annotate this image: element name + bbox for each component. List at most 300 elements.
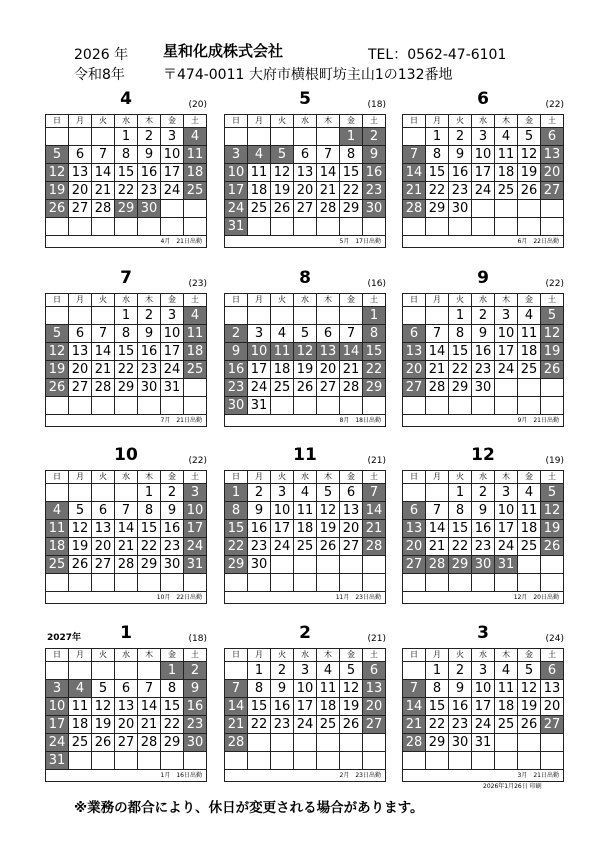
week-row [46,146,207,164]
day-cell [225,128,248,146]
day-cell [294,218,317,236]
holiday-cell: 17 [46,716,69,734]
day-cell [495,218,518,236]
day-cell [340,397,363,415]
day-cell: 4 [271,325,294,343]
day-cell: 11 [495,680,518,698]
month-footer: 5月 17日出勤 [225,236,386,248]
day-cell [403,574,426,592]
day-cell [541,397,564,415]
week-row [403,200,564,218]
day-cell [472,752,495,770]
month-number: 2 [299,623,311,643]
weekday-row [225,115,386,128]
day-cell [69,307,92,325]
day-cell: 2 [138,307,161,325]
day-cell: 13 [69,164,92,182]
weekday-label: 木 [495,115,518,128]
weekday-row [403,471,564,484]
week-row [225,734,386,752]
day-cell: 24 [495,361,518,379]
weekday-label: 月 [248,471,271,484]
holiday-cell: 28 [426,556,449,574]
day-cell: 17 [495,520,518,538]
day-cell: 10 [472,146,495,164]
day-cell: 27 [317,379,340,397]
day-cell: 16 [449,164,472,182]
week-row [46,218,207,236]
holiday-cell: 4 [184,307,207,325]
day-cell: 11 [518,325,541,343]
holiday-cell: 27 [541,182,564,200]
holiday-cell: 14 [340,343,363,361]
holiday-cell: 30 [472,556,495,574]
holiday-cell: 12 [294,343,317,361]
day-cell [317,556,340,574]
month-footer: 4月 21日出勤 [46,236,207,248]
weekday-row [403,649,564,662]
day-cell [403,397,426,415]
day-cell [403,128,426,146]
month-table [45,293,207,427]
weekday-label: 水 [472,649,495,662]
week-row [225,680,386,698]
day-cell [92,128,115,146]
weekday-label: 水 [294,471,317,484]
week-row [46,752,207,770]
holiday-cell: 11 [271,343,294,361]
day-cell: 7 [92,325,115,343]
day-cell [518,379,541,397]
week-row [46,502,207,520]
weekday-label: 日 [225,294,248,307]
day-cell [340,556,363,574]
day-cell: 21 [426,538,449,556]
weekday-label: 火 [271,294,294,307]
holiday-cell: 25 [184,182,207,200]
month-calendar [224,444,386,604]
day-cell: 25 [495,716,518,734]
day-cell [340,734,363,752]
holiday-cell: 24 [46,734,69,752]
footnote: ※業務の都合により、休日が変更される場合があります。 [74,800,424,816]
day-cell: 18 [495,164,518,182]
day-cell: 30 [472,379,495,397]
footer-row [225,770,386,782]
day-cell: 27 [69,200,92,218]
week-row [403,325,564,343]
weekday-label: 土 [363,649,386,662]
workday-count: (20) [188,100,207,110]
day-cell: 26 [317,538,340,556]
holiday-cell: 21 [363,520,386,538]
week-row [225,397,386,415]
holiday-cell: 1 [161,662,184,680]
day-cell: 8 [426,680,449,698]
workday-count: (18) [188,634,207,644]
day-cell: 11 [518,502,541,520]
day-cell: 1 [449,484,472,502]
weekday-label: 木 [317,294,340,307]
holiday-cell: 27 [403,556,426,574]
day-cell: 17 [472,698,495,716]
day-cell: 31 [161,379,184,397]
day-cell [225,752,248,770]
holiday-cell: 26 [46,379,69,397]
holiday-cell: 7 [363,484,386,502]
day-cell: 28 [115,556,138,574]
holiday-cell: 15 [225,520,248,538]
day-cell: 11 [495,146,518,164]
week-row [225,200,386,218]
holiday-cell: 30 [363,200,386,218]
day-cell: 18 [518,343,541,361]
day-cell: 22 [449,538,472,556]
week-row [403,128,564,146]
day-cell: 8 [426,146,449,164]
day-cell: 6 [92,502,115,520]
month-header [45,622,207,648]
day-cell [161,200,184,218]
day-cell [271,307,294,325]
weekday-label: 日 [46,294,69,307]
week-row [225,218,386,236]
day-cell: 22 [161,716,184,734]
day-cell: 18 [248,182,271,200]
day-cell: 11 [69,698,92,716]
weekday-label: 日 [403,294,426,307]
day-cell [403,752,426,770]
weekday-label: 木 [317,649,340,662]
day-cell [92,752,115,770]
weekday-label: 月 [426,294,449,307]
day-cell [518,218,541,236]
day-cell [294,574,317,592]
day-cell: 10 [495,325,518,343]
day-cell: 26 [271,200,294,218]
week-row [403,218,564,236]
holiday-cell: 18 [184,343,207,361]
day-cell: 3 [271,484,294,502]
day-cell: 29 [138,556,161,574]
week-row [46,361,207,379]
day-cell: 10 [495,502,518,520]
week-row [403,556,564,574]
week-row [225,574,386,592]
day-cell [294,307,317,325]
weekday-label: 火 [92,115,115,128]
day-cell [449,397,472,415]
workday-count: (22) [545,100,564,110]
day-cell: 19 [92,716,115,734]
weekday-label: 水 [472,471,495,484]
day-cell [248,574,271,592]
holiday-cell: 14 [403,164,426,182]
workday-count: (22) [188,456,207,466]
weekday-label: 金 [161,471,184,484]
day-cell: 12 [340,680,363,698]
day-cell: 17 [161,164,184,182]
month-table [402,114,564,248]
day-cell: 4 [495,128,518,146]
day-cell [92,397,115,415]
day-cell [426,307,449,325]
holiday-cell: 9 [363,146,386,164]
week-row [225,662,386,680]
weekday-label: 水 [472,294,495,307]
day-cell: 13 [69,343,92,361]
day-cell: 26 [340,716,363,734]
day-cell: 9 [161,502,184,520]
holiday-cell: 11 [46,520,69,538]
holiday-cell: 5 [46,146,69,164]
day-cell: 18 [495,698,518,716]
weekday-label: 火 [271,115,294,128]
weekday-label: 金 [161,115,184,128]
day-cell: 10 [294,680,317,698]
weekday-label: 月 [426,649,449,662]
weekday-label: 木 [138,471,161,484]
week-row [403,502,564,520]
day-cell [225,307,248,325]
day-cell: 2 [472,484,495,502]
holiday-cell: 8 [363,325,386,343]
month-table [224,114,386,248]
weekday-row [225,649,386,662]
week-row [403,379,564,397]
month-footer: 8月 18日出勤 [225,415,386,427]
weekday-label: 水 [472,115,495,128]
day-cell: 22 [340,182,363,200]
company-address: 〒474-0011 大府市横根町坊主山1の132番地 [163,67,453,83]
holiday-cell: 5 [271,146,294,164]
holiday-cell: 19 [541,343,564,361]
day-cell: 24 [472,182,495,200]
holiday-cell: 20 [403,538,426,556]
month-header [402,444,564,470]
day-cell [495,379,518,397]
day-cell: 26 [294,379,317,397]
holiday-cell: 14 [363,502,386,520]
week-row [403,361,564,379]
holiday-cell: 2 [363,128,386,146]
holiday-cell: 10 [248,343,271,361]
day-cell: 16 [271,698,294,716]
weekday-label: 日 [403,471,426,484]
day-cell: 25 [495,182,518,200]
weekday-label: 月 [69,649,92,662]
weekday-label: 火 [92,649,115,662]
day-cell: 24 [161,361,184,379]
holiday-cell: 16 [363,164,386,182]
day-cell: 18 [69,716,92,734]
day-cell: 9 [138,146,161,164]
footer-row [46,415,207,427]
day-cell: 11 [294,502,317,520]
day-cell: 6 [340,484,363,502]
day-cell [541,379,564,397]
day-cell: 7 [426,502,449,520]
day-cell [138,752,161,770]
day-cell: 29 [161,734,184,752]
day-cell: 26 [518,716,541,734]
footer-row [46,236,207,248]
day-cell: 3 [472,128,495,146]
holiday-cell: 30 [138,200,161,218]
holiday-cell: 11 [184,146,207,164]
day-cell [541,574,564,592]
day-cell [317,218,340,236]
day-cell: 23 [161,538,184,556]
holiday-cell: 28 [225,734,248,752]
month-table [402,470,564,604]
holiday-cell: 31 [495,556,518,574]
holiday-cell: 5 [541,307,564,325]
holiday-cell: 27 [403,379,426,397]
holiday-cell: 14 [225,698,248,716]
day-cell: 26 [518,182,541,200]
month-footer: 11月 23日出勤 [225,592,386,604]
month-header [402,88,564,114]
day-cell: 21 [115,538,138,556]
weekday-label: 日 [46,115,69,128]
day-cell: 15 [115,343,138,361]
day-cell [138,662,161,680]
weekday-label: 月 [248,294,271,307]
weekday-label: 土 [184,115,207,128]
week-row [403,716,564,734]
day-cell [161,218,184,236]
day-cell [115,218,138,236]
holiday-cell: 9 [184,680,207,698]
day-cell: 27 [115,734,138,752]
weekday-label: 土 [541,294,564,307]
day-cell [69,574,92,592]
day-cell: 9 [271,680,294,698]
weekday-label: 水 [294,649,317,662]
weekday-label: 日 [403,649,426,662]
holiday-cell: 29 [225,556,248,574]
day-cell: 15 [138,520,161,538]
day-cell: 5 [317,484,340,502]
month-calendar [45,622,207,782]
day-cell: 2 [161,484,184,502]
day-cell: 16 [161,520,184,538]
day-cell: 27 [294,200,317,218]
day-cell: 5 [518,662,541,680]
day-cell [518,397,541,415]
holiday-cell: 22 [225,538,248,556]
day-cell: 20 [92,538,115,556]
footer-row [403,770,564,782]
day-cell: 31 [248,397,271,415]
weekday-label: 木 [317,115,340,128]
day-cell [161,574,184,592]
day-cell: 21 [340,361,363,379]
day-cell [340,574,363,592]
day-cell [271,574,294,592]
holiday-cell: 4 [184,128,207,146]
week-row [46,574,207,592]
day-cell: 26 [69,556,92,574]
day-cell [225,662,248,680]
day-cell: 18 [271,361,294,379]
day-cell: 10 [271,502,294,520]
day-cell [248,307,271,325]
workday-count: (21) [367,456,386,466]
header-era: 令和8年 [74,67,125,83]
weekday-label: 土 [363,471,386,484]
weekday-row [403,115,564,128]
day-cell [271,397,294,415]
day-cell: 18 [294,520,317,538]
week-row [46,556,207,574]
day-cell [184,752,207,770]
week-row [46,307,207,325]
day-cell: 20 [69,182,92,200]
day-cell: 29 [340,200,363,218]
day-cell [69,397,92,415]
weekday-label: 火 [271,649,294,662]
weekday-label: 木 [495,649,518,662]
day-cell [184,397,207,415]
day-cell: 17 [472,164,495,182]
holiday-cell: 31 [225,218,248,236]
day-cell [138,397,161,415]
day-cell: 10 [161,325,184,343]
workday-count: (23) [188,279,207,289]
weekday-label: 土 [184,294,207,307]
day-cell [294,556,317,574]
month-footer: 7月 21日出勤 [46,415,207,427]
month-number: 3 [477,623,489,643]
month-footer: 10月 22日出勤 [46,592,207,604]
day-cell: 16 [248,520,271,538]
weekday-label: 日 [46,649,69,662]
workday-count: (21) [367,634,386,644]
week-row [46,484,207,502]
holiday-cell: 9 [225,343,248,361]
day-cell: 30 [248,556,271,574]
month-number: 4 [120,89,132,109]
day-cell: 19 [69,538,92,556]
holiday-cell: 16 [225,361,248,379]
workday-count: (18) [367,100,386,110]
day-cell: 8 [161,680,184,698]
day-cell [69,752,92,770]
holiday-cell: 25 [46,556,69,574]
month-footer: 2月 23日出勤 [225,770,386,782]
day-cell [518,752,541,770]
day-cell [472,218,495,236]
day-cell [426,574,449,592]
holiday-cell: 3 [46,680,69,698]
holiday-cell: 28 [403,200,426,218]
day-cell [340,752,363,770]
week-row [403,484,564,502]
month-header [45,267,207,293]
holiday-cell: 23 [363,182,386,200]
day-cell [271,128,294,146]
day-cell: 12 [518,146,541,164]
day-cell: 7 [317,146,340,164]
weekday-label: 月 [426,471,449,484]
weekday-label: 水 [294,294,317,307]
day-cell: 29 [426,200,449,218]
day-cell: 28 [138,734,161,752]
day-cell: 3 [294,662,317,680]
month-calendar [402,444,564,604]
